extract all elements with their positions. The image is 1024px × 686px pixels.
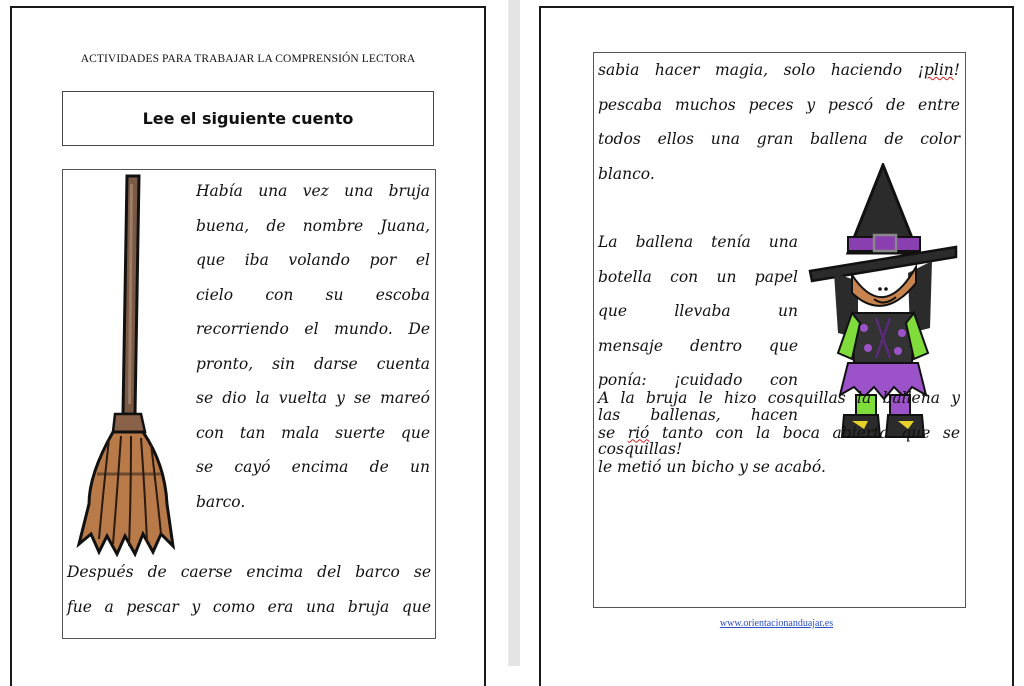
story-line: buena, de nombre Juana, — [196, 216, 430, 235]
story-line — [598, 53, 960, 88]
story-line: todos ellos una gran ballena de color — [598, 130, 960, 148]
story-text: sabia hacer magia, solo haciendo ¡ — [598, 61, 924, 79]
story-line: botella con un papel — [598, 267, 798, 286]
story-title: Lee el siguiente cuento — [142, 109, 354, 128]
document-page-left — [10, 6, 486, 686]
story-bottom-right — [598, 381, 960, 485]
broom-icon — [69, 174, 185, 559]
story-bottom-left — [67, 555, 431, 624]
document-page-right — [539, 6, 1014, 686]
story-line: que llevaba un — [598, 302, 798, 320]
story-line: cosquillas! — [598, 440, 683, 458]
story-line: mensaje dentro que — [598, 336, 798, 355]
story-line: pronto, sin darse cuenta — [196, 354, 430, 373]
story-box-left — [62, 169, 436, 639]
story-column-left — [196, 174, 430, 519]
story-line: Después de caerse encima del barco se — [67, 563, 431, 581]
activity-heading: ACTIVIDADES PARA TRABAJAR LA COMPRENSIÓN LECTORA — [80, 53, 416, 65]
story-line: recorriendo el mundo. De — [196, 320, 430, 338]
footer-website-link[interactable]: www.orientacionanduajar.es — [719, 618, 834, 629]
story-text: se — [598, 423, 628, 442]
story-line: fue a pescar y como era una bruja que — [67, 597, 431, 616]
story-line: con tan mala suerte que — [196, 423, 430, 442]
spellcheck-word[interactable]: plin — [923, 61, 954, 79]
story-line: cielo con su escoba — [196, 285, 430, 304]
story-line — [598, 416, 960, 451]
story-line: le metió un bicho y se acabó. — [598, 458, 826, 476]
spellcheck-word[interactable]: rió — [627, 423, 650, 442]
story-line: las ballenas, hacen — [598, 405, 798, 424]
story-line: se dio la vuelta y se mareó — [196, 389, 430, 407]
story-line: barco. — [196, 492, 246, 511]
story-text: tanto con la boca abierta que se — [661, 423, 961, 442]
story-line: Había una vez una bruja — [196, 182, 430, 200]
story-box-right — [593, 52, 966, 608]
story-line: se cayó encima de un — [196, 458, 430, 476]
title-box — [62, 91, 434, 146]
story-line: A la bruja le hizo cosquillas la ballena y — [598, 389, 960, 407]
story-line: pescaba muchos peces y pescó de entre — [598, 95, 960, 114]
story-text: ! — [953, 61, 960, 79]
story-line: La ballena tenía una — [598, 233, 798, 251]
story-line: ponía: ¡cuidado con — [598, 371, 798, 389]
page-gutter — [508, 0, 520, 666]
story-line: blanco. — [598, 164, 655, 183]
story-line: que iba volando por el — [196, 251, 430, 269]
